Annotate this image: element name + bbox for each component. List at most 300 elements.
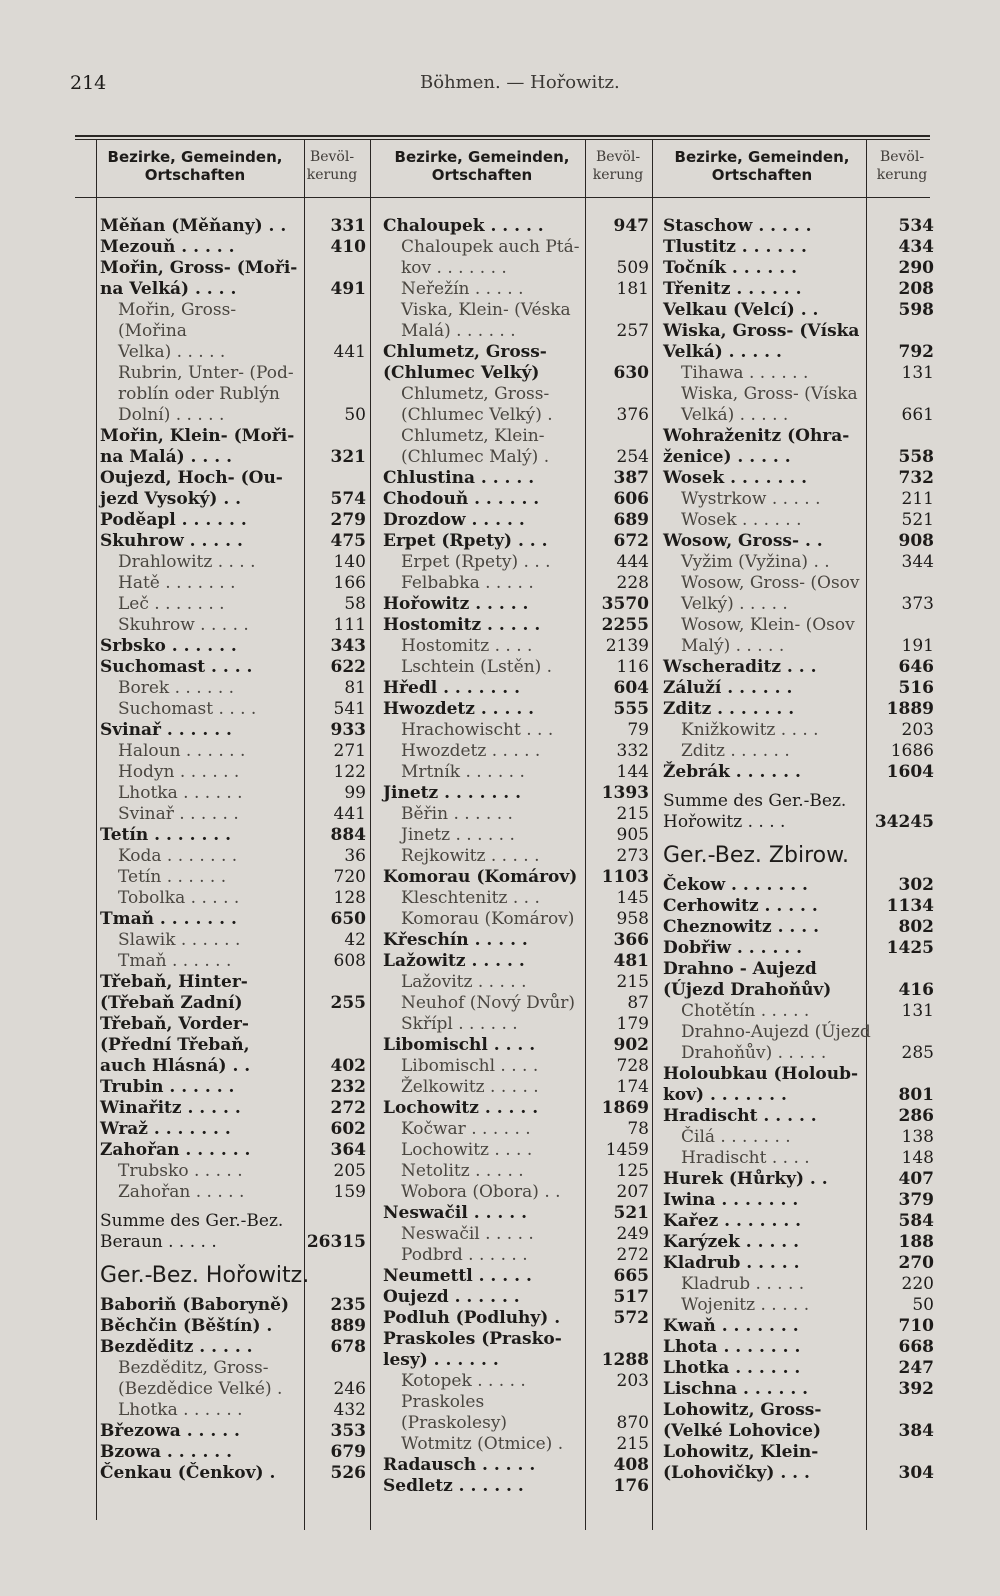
column-header-name-2: Bezirke, Gemeinden, Ortschaften: [394, 148, 570, 184]
population-value: 343: [330, 636, 366, 656]
place-name: Hurek (Hůrky) . .: [663, 1169, 828, 1189]
place-name: Tetín . . . . . .: [118, 867, 227, 887]
locality-row: [383, 825, 651, 846]
place-name: Knižkowitz . . . .: [681, 720, 819, 740]
place-name: Lhota . . . . . . .: [663, 1337, 801, 1357]
municipality-row: [100, 909, 368, 930]
population-value: 254: [616, 447, 649, 467]
locality-row: [383, 426, 651, 468]
municipality-row: [383, 531, 651, 552]
locality-row: [100, 762, 368, 783]
locality-row: [100, 1182, 368, 1203]
population-value: 387: [613, 468, 649, 488]
place-name: Oujezd, Hoch- (Ou- jezd Vysoký) . .: [100, 468, 283, 509]
population-value: 602: [330, 1119, 366, 1139]
population-value: 650: [330, 909, 366, 929]
municipality-row: [663, 468, 936, 489]
place-name: Neřežín . . . . .: [401, 279, 524, 299]
population-value: 668: [898, 1337, 934, 1357]
place-name: Podbrd . . . . . .: [401, 1245, 528, 1265]
place-name: Poděapl . . . . . .: [100, 510, 247, 530]
population-value: 366: [613, 930, 649, 950]
population-value: 908: [898, 531, 934, 551]
column-divider: [96, 140, 97, 1520]
municipality-row: [100, 1421, 368, 1442]
population-value: 678: [330, 1337, 366, 1357]
place-name: Hostomitz . . . .: [401, 636, 533, 656]
locality-row: [663, 1001, 936, 1022]
place-name: Lochowitz . . . .: [401, 1140, 533, 1160]
population-value: 801: [898, 1085, 934, 1105]
locality-row: [663, 1127, 936, 1148]
locality-row: [663, 363, 936, 384]
population-value: 933: [330, 720, 366, 740]
place-name: Tetín . . . . . . .: [100, 825, 232, 845]
population-value: 78: [627, 1119, 649, 1139]
municipality-row: [663, 959, 936, 1001]
population-value: 373: [901, 594, 934, 614]
place-name: Vyžim (Vyžina) . .: [681, 552, 830, 572]
municipality-row: [663, 699, 936, 720]
place-name: Bezděditz, Gross- (Bezdědice Velké) .: [118, 1358, 283, 1399]
place-name: Lschtein (Lstěn) .: [401, 657, 553, 677]
place-name: Borek . . . . . .: [118, 678, 235, 698]
population-value: 3570: [601, 594, 649, 614]
locality-row: [383, 552, 651, 573]
municipality-row: [383, 510, 651, 531]
column-header-name-1: Bezirke, Gemeinden, Ortschaften: [107, 148, 283, 184]
population-value: 188: [898, 1232, 934, 1252]
population-value: 376: [616, 405, 649, 425]
municipality-row: [383, 489, 651, 510]
population-value: 475: [330, 531, 366, 551]
locality-row: [383, 1119, 651, 1140]
population-value: 604: [613, 678, 649, 698]
population-value: 672: [613, 531, 649, 551]
population-value: 905: [616, 825, 649, 845]
place-name: Běřin . . . . . .: [401, 804, 513, 824]
population-value: 272: [616, 1245, 649, 1265]
place-name: Třebaň, Vorder- (Přední Třebaň, auch Hlásná) . .: [100, 1014, 251, 1076]
place-name: Hořowitz . . . . .: [383, 594, 529, 614]
municipality-row: [663, 938, 936, 959]
place-name: Karýzek . . . . .: [663, 1232, 800, 1252]
municipality-row: [383, 867, 651, 888]
locality-row: [663, 489, 936, 510]
municipality-row: [383, 1098, 651, 1119]
municipality-row: [383, 216, 651, 237]
place-name: Neswačil . . . . .: [383, 1203, 528, 1223]
locality-row: [383, 300, 651, 342]
population-value: 622: [330, 657, 366, 677]
place-name: Kladrub . . . . .: [663, 1253, 800, 1273]
population-value: 203: [616, 1371, 649, 1391]
population-value: 81: [344, 678, 366, 698]
place-name: Jinetz . . . . . . .: [383, 783, 522, 803]
municipality-row: [663, 1232, 936, 1253]
population-value: 290: [898, 258, 934, 278]
municipality-row: [100, 216, 368, 237]
place-name: Čilá . . . . . . .: [681, 1127, 791, 1147]
municipality-row: [663, 321, 936, 363]
population-value: 407: [898, 1169, 934, 1189]
locality-row: [100, 930, 368, 951]
population-value: 232: [330, 1077, 366, 1097]
place-name: Oujezd . . . . . .: [383, 1287, 520, 1307]
locality-row: [100, 951, 368, 972]
place-name: Viska, Klein- (Véska Malá) . . . . . .: [401, 300, 571, 341]
municipality-row: [663, 1316, 936, 1337]
population-value: 534: [898, 216, 934, 236]
population-value: 1869: [601, 1098, 649, 1118]
place-name: Točník . . . . . .: [663, 258, 798, 278]
municipality-row: [383, 1329, 651, 1371]
municipality-row: [100, 1337, 368, 1358]
population-value: 884: [330, 825, 366, 845]
population-value: 181: [616, 279, 649, 299]
place-name: Suchomast . . . .: [118, 699, 257, 719]
locality-row: [100, 846, 368, 867]
locality-row: [383, 1182, 651, 1203]
population-value: 689: [613, 510, 649, 530]
population-value: 432: [333, 1400, 366, 1420]
place-name: Hradischt . . . .: [681, 1148, 810, 1168]
locality-row: [383, 741, 651, 762]
place-name: Hodyn . . . . . .: [118, 762, 240, 782]
locality-row: [383, 804, 651, 825]
place-name: Bzowa . . . . . .: [100, 1442, 233, 1462]
municipality-row: [663, 1211, 936, 1232]
municipality-row: [663, 426, 936, 468]
place-name: Svinař . . . . . .: [100, 720, 232, 740]
population-value: 434: [898, 237, 934, 257]
municipality-row: [100, 1119, 368, 1140]
municipality-row: [663, 1337, 936, 1358]
population-value: 516: [898, 678, 934, 698]
page-number: 214: [70, 72, 107, 94]
place-name: Zahořan . . . . . .: [100, 1140, 251, 1160]
place-name: Chotětín . . . . .: [681, 1001, 810, 1021]
population-value: 215: [616, 972, 649, 992]
locality-row: [383, 972, 651, 993]
place-name: Wscheraditz . . .: [663, 657, 817, 677]
locality-row: [100, 300, 368, 363]
population-value: 271: [333, 741, 366, 761]
place-name: Lohowitz, Klein- (Lohovičky) . . .: [663, 1442, 819, 1483]
place-name: Záluží . . . . . .: [663, 678, 793, 698]
population-value: 1889: [886, 699, 934, 719]
population-value: 1425: [886, 938, 934, 958]
place-name: Lochowitz . . . . .: [383, 1098, 539, 1118]
municipality-row: [383, 615, 651, 636]
population-value: 379: [898, 1190, 934, 1210]
place-name: Lažovitz . . . . .: [401, 972, 527, 992]
population-value: 2255: [601, 615, 649, 635]
place-name: Cheznowitz . . . .: [663, 917, 820, 937]
place-name: Wojenitz . . . . .: [681, 1295, 810, 1315]
municipality-row: [100, 1463, 368, 1484]
place-name: Žebrák . . . . . .: [663, 762, 801, 782]
municipality-row: [100, 1014, 368, 1077]
population-value: 792: [898, 342, 934, 362]
place-name: Neswačil . . . . .: [401, 1224, 534, 1244]
locality-row: [663, 720, 936, 741]
population-value: 332: [616, 741, 649, 761]
population-value: 87: [627, 993, 649, 1013]
population-value: 111: [333, 615, 366, 635]
population-value: 491: [330, 279, 366, 299]
place-name: Baboriň (Baboryně): [100, 1295, 290, 1315]
locality-row: [100, 594, 368, 615]
locality-row: [383, 1224, 651, 1245]
place-name: Čenkau (Čenkov) .: [100, 1463, 276, 1483]
place-name: Wraž . . . . . . .: [100, 1119, 231, 1139]
population-value: 441: [333, 342, 366, 362]
place-name: Hředl . . . . . . .: [383, 678, 521, 698]
place-name: Tihawa . . . . . .: [681, 363, 809, 383]
population-value: 116: [616, 657, 649, 677]
population-value: 608: [333, 951, 366, 971]
municipality-row: [100, 1140, 368, 1161]
population-value: 273: [616, 846, 649, 866]
place-name: Jinetz . . . . . .: [401, 825, 515, 845]
municipality-row: [100, 720, 368, 741]
place-name: Wiska, Gross- (Víska Velká) . . . . .: [663, 321, 860, 362]
population-value: 661: [901, 405, 934, 425]
locality-row: [383, 1392, 651, 1434]
place-name: Mořin, Gross-(Mořina Velka) . . . . .: [118, 300, 237, 362]
locality-row: [100, 804, 368, 825]
population-value: 402: [330, 1056, 366, 1076]
locality-row: [383, 1077, 651, 1098]
population-value: 630: [613, 363, 649, 383]
place-name: Ger.-Bez. Zbirow.: [663, 843, 850, 868]
place-name: Chlustina . . . . .: [383, 468, 535, 488]
population-value: 870: [616, 1413, 649, 1433]
population-value: 410: [330, 237, 366, 257]
population-value: 958: [616, 909, 649, 929]
municipality-row: [100, 237, 368, 258]
population-value: 50: [912, 1295, 934, 1315]
place-name: Libomischl . . . .: [401, 1056, 539, 1076]
population-value: 79: [627, 720, 649, 740]
population-value: 555: [613, 699, 649, 719]
place-name: Podluh (Podluhy) .: [383, 1308, 561, 1328]
municipality-row: [663, 1190, 936, 1211]
locality-row: [663, 552, 936, 573]
place-name: Mrtník . . . . . .: [401, 762, 525, 782]
place-name: Srbsko . . . . . .: [100, 636, 237, 656]
population-value: 509: [616, 258, 649, 278]
place-name: Bezděditz . . . . .: [100, 1337, 253, 1357]
population-value: 246: [333, 1379, 366, 1399]
place-name: Wiska, Gross- (Víska Velká) . . . . .: [681, 384, 858, 425]
population-value: 286: [898, 1106, 934, 1126]
population-value: 720: [333, 867, 366, 887]
municipality-row: [100, 1098, 368, 1119]
locality-row: [383, 657, 651, 678]
population-value: 215: [616, 1434, 649, 1454]
municipality-row: [663, 896, 936, 917]
municipality-row: [663, 917, 936, 938]
population-value: 211: [901, 489, 934, 509]
place-name: Dobřiw . . . . . .: [663, 938, 803, 958]
locality-row: [383, 573, 651, 594]
place-name: Trubin . . . . . .: [100, 1077, 235, 1097]
locality-row: [383, 762, 651, 783]
column-header-name-3: Bezirke, Gemeinden, Ortschaften: [674, 148, 850, 184]
population-value: 131: [901, 363, 934, 383]
population-value: 1459: [605, 1140, 649, 1160]
place-name: Chaloupek . . . . .: [383, 216, 544, 236]
population-value: 1686: [890, 741, 934, 761]
place-name: Velkau (Velcí) . .: [663, 300, 819, 320]
locality-row: [383, 1371, 651, 1392]
population-value: 1134: [886, 896, 934, 916]
population-value: 598: [898, 300, 934, 320]
population-value: 889: [330, 1316, 366, 1336]
place-name: Leč . . . . . . .: [118, 594, 225, 614]
population-value: 364: [330, 1140, 366, 1160]
locality-row: [663, 573, 936, 615]
population-value: 304: [898, 1463, 934, 1483]
locality-row: [663, 615, 936, 657]
population-value: 272: [330, 1098, 366, 1118]
column-middle: [383, 216, 651, 1497]
population-value: 249: [616, 1224, 649, 1244]
column-divider: [652, 140, 653, 1530]
place-name: Staschow . . . . .: [663, 216, 812, 236]
population-value: 145: [616, 888, 649, 908]
place-name: Hradischt . . . . .: [663, 1106, 817, 1126]
locality-row: [100, 867, 368, 888]
locality-row: [100, 678, 368, 699]
place-name: Hatě . . . . . . .: [118, 573, 236, 593]
municipality-row: [383, 930, 651, 951]
column-header-pop-2: Bevöl-kerung: [592, 149, 644, 183]
place-name: Kotopek . . . . .: [401, 1371, 526, 1391]
place-name: Drahno - Aujezd (Újezd Drahoňův): [663, 959, 832, 1000]
population-value: 665: [613, 1266, 649, 1286]
municipality-row: [663, 1442, 936, 1484]
place-name: Hrachowischt . . .: [401, 720, 554, 740]
population-value: 179: [616, 1014, 649, 1034]
place-name: Lischna . . . . . .: [663, 1379, 809, 1399]
municipality-row: [663, 300, 936, 321]
population-value: 128: [333, 888, 366, 908]
municipality-row: [100, 426, 368, 468]
locality-row: [383, 1140, 651, 1161]
place-name: Třebaň, Hinter- (Třebaň Zadní): [100, 972, 248, 1013]
municipality-row: [383, 1266, 651, 1287]
place-name: Tmaň . . . . . .: [118, 951, 232, 971]
municipality-row: [663, 657, 936, 678]
place-name: Hwozdetz . . . . .: [401, 741, 541, 761]
place-name: Suchomast . . . .: [100, 657, 253, 677]
place-name: Čekow . . . . . . .: [663, 875, 808, 895]
place-name: Zditz . . . . . . .: [663, 699, 795, 719]
locality-row: [383, 888, 651, 909]
locality-row: [383, 237, 651, 279]
population-value: 646: [898, 657, 934, 677]
place-name: Wosow, Gross- . .: [663, 531, 823, 551]
place-name: Zditz . . . . . .: [681, 741, 790, 761]
place-name: Praskoles (Prasko- lesy) . . . . . .: [383, 1329, 562, 1370]
place-name: Lohowitz, Gross- (Velké Lohovice): [663, 1400, 822, 1441]
municipality-row: [663, 1106, 936, 1127]
population-value: 144: [616, 762, 649, 782]
place-name: Mezouň . . . . .: [100, 237, 235, 257]
municipality-row: [100, 1442, 368, 1463]
locality-row: [383, 279, 651, 300]
locality-row: [383, 384, 651, 426]
place-name: Komorau (Komárov): [383, 867, 578, 887]
locality-row: [383, 909, 651, 930]
population-value: 131: [901, 1001, 934, 1021]
population-value: 2139: [605, 636, 649, 656]
population-value: 526: [330, 1463, 366, 1483]
municipality-row: [383, 678, 651, 699]
population-value: 521: [613, 1203, 649, 1223]
municipality-row: [100, 1316, 368, 1337]
place-name: Drahno-Aujezd (Újezd Drahoňův) . . . . .: [681, 1022, 871, 1063]
population-value: 138: [901, 1127, 934, 1147]
municipality-row: [100, 825, 368, 846]
place-name: Zahořan . . . . .: [118, 1182, 245, 1202]
municipality-row: [383, 1476, 651, 1497]
place-name: Winařitz . . . . .: [100, 1098, 241, 1118]
population-value: 481: [613, 951, 649, 971]
population-value: 235: [330, 1295, 366, 1315]
municipality-row: [383, 468, 651, 489]
place-name: Praskoles (Praskolesy): [401, 1392, 508, 1433]
place-name: Tmaň . . . . . . .: [100, 909, 237, 929]
population-value: 444: [616, 552, 649, 572]
population-value: 331: [330, 216, 366, 236]
place-name: Drahlowitz . . . .: [118, 552, 256, 572]
municipality-row: [663, 279, 936, 300]
municipality-row: [383, 951, 651, 972]
place-name: Měňan (Měňany) . .: [100, 216, 287, 236]
population-value: 344: [901, 552, 934, 572]
locality-row: [100, 552, 368, 573]
municipality-row: [663, 1400, 936, 1442]
place-name: Komorau (Komárov): [401, 909, 575, 929]
population-value: 191: [901, 636, 934, 656]
municipality-row: [383, 783, 651, 804]
municipality-row: [663, 1064, 936, 1106]
population-value: 270: [898, 1253, 934, 1273]
municipality-row: [383, 1035, 651, 1056]
locality-row: [383, 1161, 651, 1182]
population-value: 558: [898, 447, 934, 467]
place-name: Haloun . . . . . .: [118, 741, 246, 761]
population-value: 584: [898, 1211, 934, 1231]
place-name: Felbabka . . . . .: [401, 573, 534, 593]
locality-row: [383, 636, 651, 657]
place-name: Lhotka . . . . . .: [118, 783, 243, 803]
population-value: 42: [344, 930, 366, 950]
place-name: Kařez . . . . . . .: [663, 1211, 802, 1231]
place-name: Wosow, Klein- (Osov Malý) . . . . .: [681, 615, 855, 656]
place-name: Svinař . . . . . .: [118, 804, 239, 824]
place-name: Wystrkow . . . . .: [681, 489, 821, 509]
place-name: Trubsko . . . . .: [118, 1161, 243, 1181]
municipality-row: [383, 594, 651, 615]
place-name: Slawik . . . . . .: [118, 930, 241, 950]
place-name: Wobora (Obora) . .: [401, 1182, 561, 1202]
place-name: Cerhowitz . . . . .: [663, 896, 818, 916]
